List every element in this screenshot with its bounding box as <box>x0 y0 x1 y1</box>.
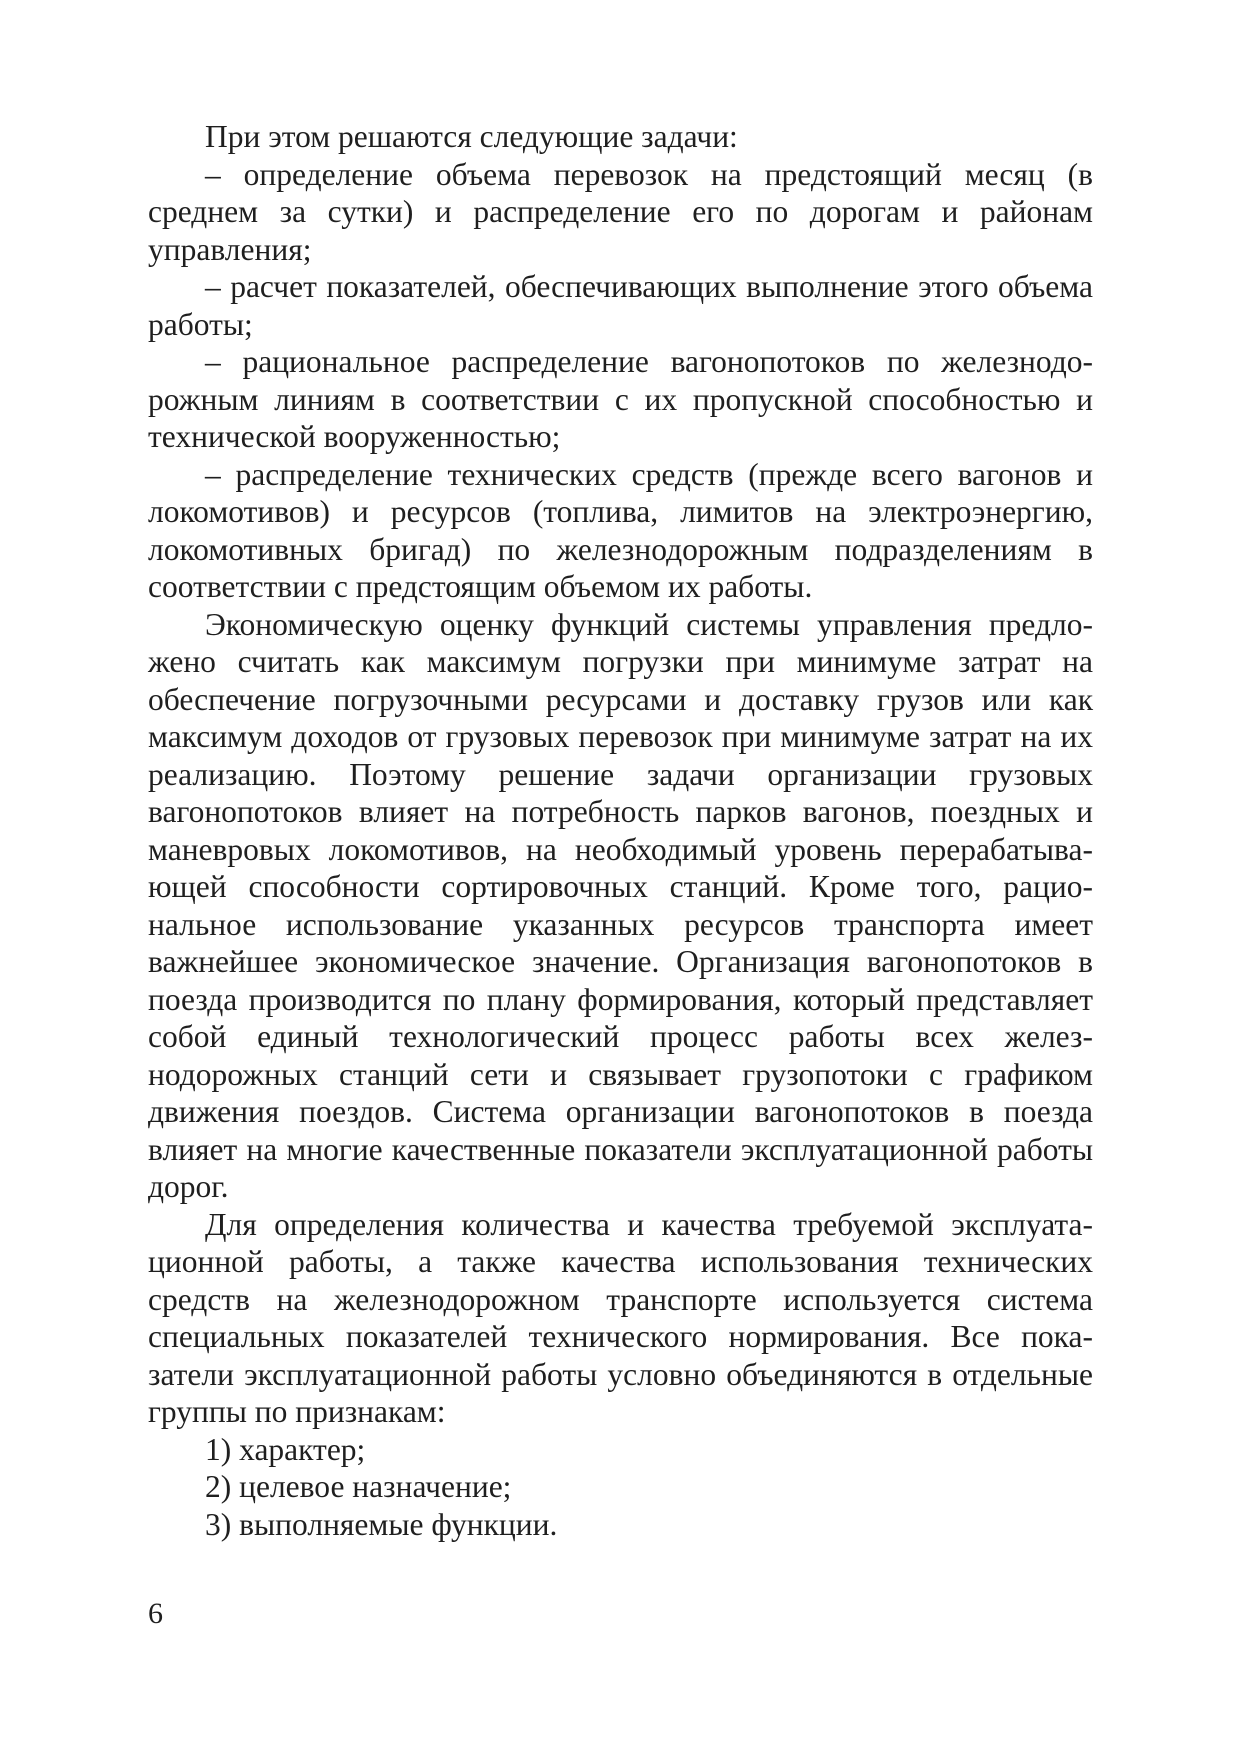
list-item-purpose: 2) целевое назначение; <box>205 1469 512 1504</box>
list-item-functions: 3) выполняемые функции. <box>205 1506 558 1542</box>
paragraph-economic-assessment: Экономическую оценку функций системы управления предложено считать как максимум погрузки при минимуме затрат на обеспечение погрузочными ресурсами и доставку грузов или как максимум доходов от грузовых перевозок при минимуме затрат на их реализацию. Поэтому решение задачи организации грузовых вагонопотоков влияет на потребность парков вагонов, поездных и маневровых локомотивов, на необходимый уровень перерабатывающей способности сортировочных станций. Кроме того, рациональное использование указанных ресурсов транспорта имеет важнейшее экономическое значение. Организация вагонопотоков в поезда производится по плану формирования, который представляет собой единый технологический процесс работы всех железнодорожных станций сети и связывает грузопотоки с графиком движения поездов. Система организации вагонопотоков в поезда влияет на многие качественные показатели эксплуатационной работы дорог. <box>148 606 1093 1204</box>
paragraph-task-2: – расчет показателей, обеспечивающих выполнение этого объема работы; <box>148 269 1093 342</box>
paragraph-intro: При этом решаются следующие задачи: <box>205 119 738 154</box>
paragraph-indicators: Для определения количества и качества требуемой эксплуатационной работы, а также качества использования технических средств на железнодорожном транспорте используется система специальных показателей технического нормирования. Все показатели эксплуатационной работы условно объединяются в отдельные группы по признакам: <box>148 1206 1093 1429</box>
paragraph-task-3: – рациональное распределение вагонопотоков по железнодорожным линиям в соответствии с их пропускной способностью и технической вооруженностью; <box>148 344 1093 454</box>
page-number: 6 <box>148 1597 163 1630</box>
body-text <box>148 118 1093 1543</box>
list-item-character: 1) характер; <box>205 1431 366 1467</box>
paragraph-task-1: – определение объема перевозок на предстоящий месяц (в среднем за сутки) и распределение его по дорогам и районам управления; <box>148 156 1093 267</box>
paragraph-task-4: – распределение технических средств (прежде всего вагонов и локомотивов) и ресурсов (топлива, лимитов на электроэнергию, локомотивных бригад) по железнодорожным подразделениям в соответствии с предстоящим объемом их работы. <box>148 456 1093 604</box>
